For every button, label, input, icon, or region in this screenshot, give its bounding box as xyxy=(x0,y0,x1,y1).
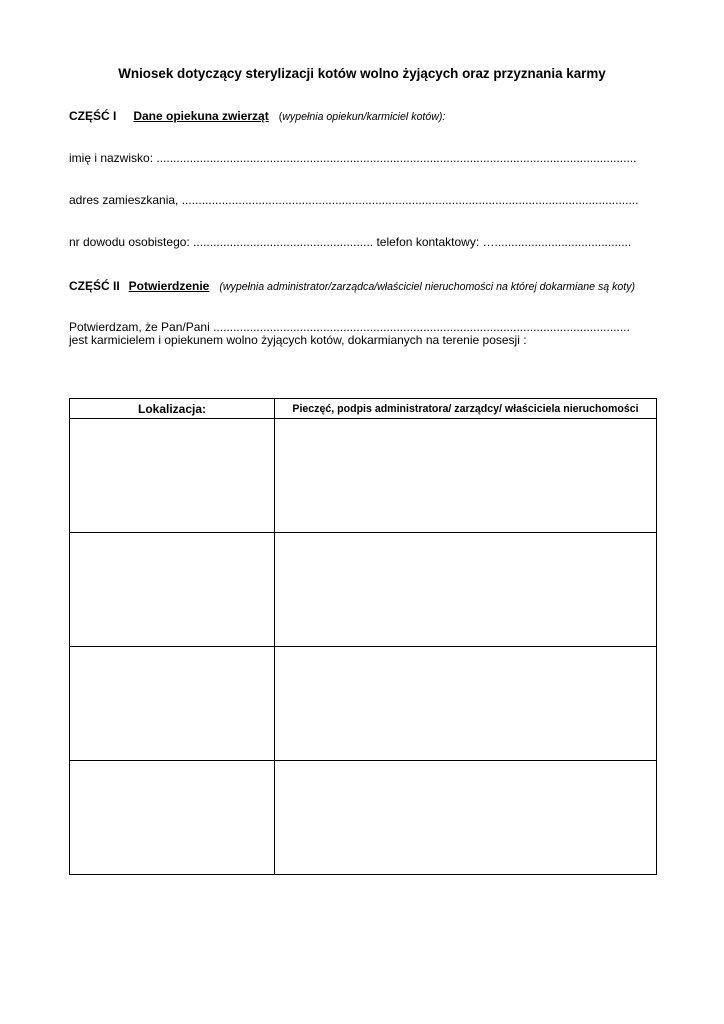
table-header-row xyxy=(70,399,657,419)
table-row xyxy=(70,761,657,875)
confirmation-line-1: Potwierdzam, że Pan/Pani ............................................................................................................................. xyxy=(69,320,630,334)
location-cell[interactable] xyxy=(70,419,275,533)
part2-note: (wypełnia administrator/zarządca/właściciel nieruchomości na której dokarmiane są koty) xyxy=(219,281,636,293)
part1-note: wypełnia opiekun/karmiciel kotów): xyxy=(282,111,446,123)
table-row xyxy=(70,647,657,761)
name-field: imię i nazwisko: ................................................................................................................................................ xyxy=(69,151,637,165)
part1-heading: Dane opiekuna zwierząt xyxy=(133,109,269,123)
confirmation-line-2: jest karmicielem i opiekunem wolno żyjących kotów, dokarmianych na terenie posesji : xyxy=(69,333,527,347)
stamp-signature-cell[interactable] xyxy=(275,647,657,761)
location-cell[interactable] xyxy=(70,647,275,761)
location-cell[interactable] xyxy=(70,533,275,647)
part2-label: CZĘŚĆ II xyxy=(69,279,120,293)
id-phone-field: nr dowodu osobistego: ...................................................... telefon kontaktowy: …......................................... xyxy=(69,235,632,249)
stamp-signature-cell[interactable] xyxy=(275,533,657,647)
part1-note-open: ( xyxy=(278,111,283,123)
stamp-signature-header: Pieczęć, podpis administratora/ zarządcy/ właściciela nieruchomości xyxy=(275,399,657,419)
part2-heading: Potwierdzenie xyxy=(128,279,210,293)
table-row xyxy=(70,419,657,533)
location-header: Lokalizacja: xyxy=(70,399,275,419)
address-field: adres zamieszkania, ......................................................................................................................................... xyxy=(69,193,639,207)
table-row xyxy=(70,533,657,647)
location-cell[interactable] xyxy=(70,761,275,875)
location-table xyxy=(69,398,657,875)
stamp-signature-cell[interactable] xyxy=(275,419,657,533)
document-title: Wniosek dotyczący sterylizacji kotów wolno żyjących oraz przyznania karmy xyxy=(118,66,606,81)
stamp-signature-cell[interactable] xyxy=(275,761,657,875)
part1-header xyxy=(69,109,445,124)
part2-header xyxy=(69,279,635,294)
part1-label: CZĘŚĆ I xyxy=(69,109,117,123)
